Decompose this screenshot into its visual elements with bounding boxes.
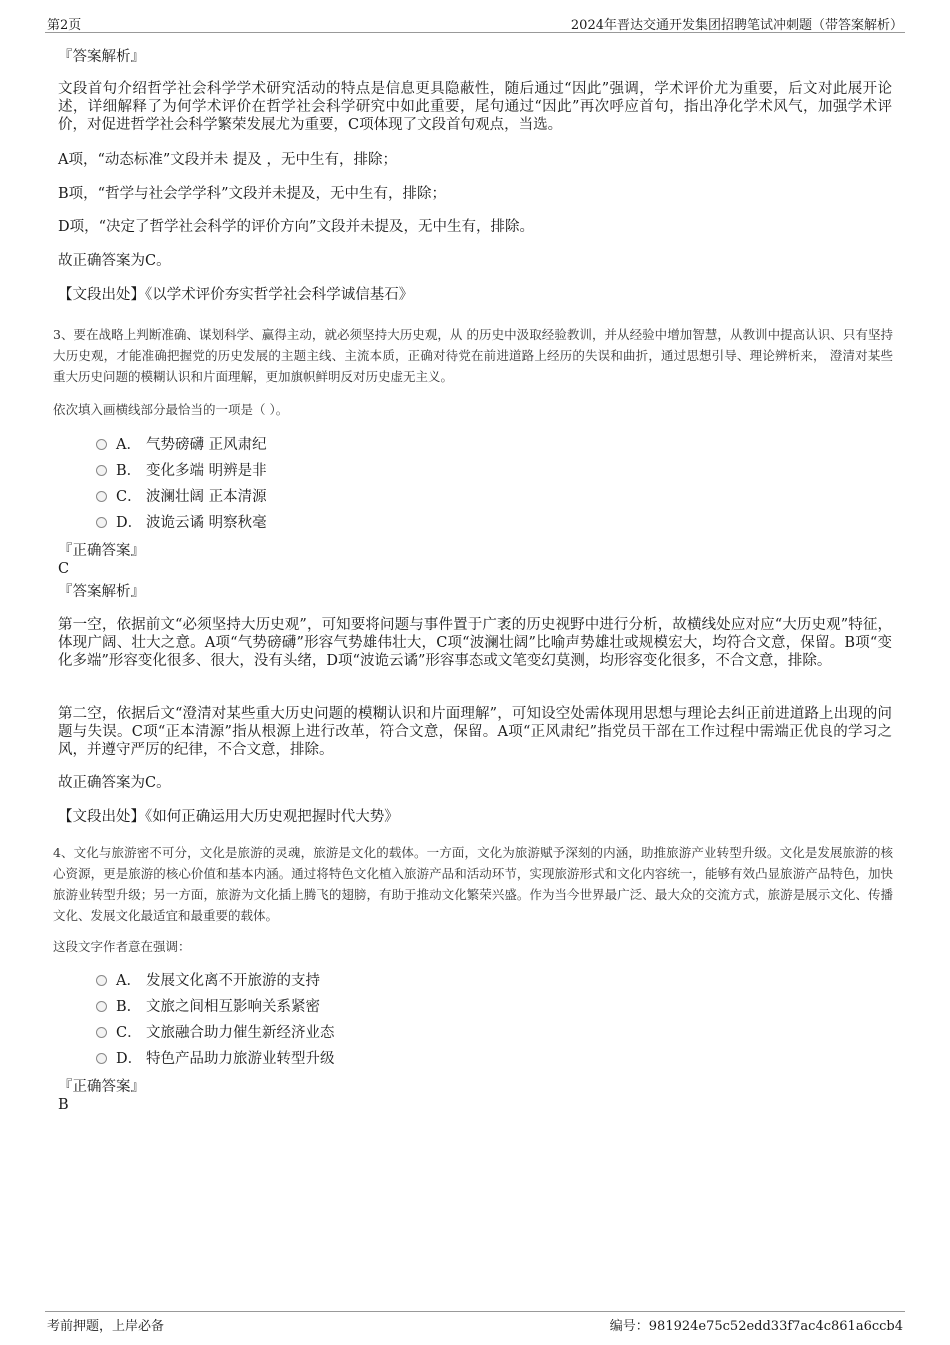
q2-conclusion: 故正确答案为C。 xyxy=(58,253,171,269)
q3-option-d[interactable] xyxy=(96,512,267,534)
q3-option-b[interactable] xyxy=(96,460,267,482)
option-text: 文旅之间相互影响关系紧密 xyxy=(146,999,320,1015)
option-text: 特色产品助力旅游业转型升级 xyxy=(146,1051,335,1067)
q4-option-b[interactable] xyxy=(96,996,320,1018)
q3-source: 【文段出处】《如何正确运用大历史观把握时代大势》 xyxy=(58,809,399,825)
q3-prompt: 依次填入画横线部分最恰当的一项是（ ）。 xyxy=(53,402,289,417)
radio-icon[interactable] xyxy=(96,439,107,450)
radio-icon[interactable] xyxy=(96,1053,107,1064)
option-key: C． xyxy=(116,1025,142,1041)
q3-analysis-label: 『答案解析』 xyxy=(58,584,145,600)
q2-option-a-analysis: A项，“动态标准”文段并未 提及 ，无中生有，排除； xyxy=(58,152,398,168)
q2-source: 【文段出处】《以学术评价夯实哲学社会科学诚信基石》 xyxy=(58,287,414,303)
q2-analysis-paragraph: 文段首句介绍哲学社会科学学术研究活动的特点是信息更具隐蔽性，随后通过“因此”强调，学术评价尤为重要，后文对此展开论述，详细解释了为何学术评价在哲学社会科学研究中如此重要，尾句通过“因此”再次呼应首句，指出净化学术风气，加强学术评价，对促进哲学社会科学繁荣发展尤为重要，C项体现了文段首句观点，当选。 xyxy=(58,81,892,133)
q4-answer-label: 『正确答案』 xyxy=(58,1079,145,1095)
document-id: 编号：981924e75c52edd33f7ac4c861a6ccb4 xyxy=(609,1319,903,1334)
radio-icon[interactable] xyxy=(96,517,107,528)
footer-slogan: 考前押题，上岸必备 xyxy=(47,1319,165,1334)
q3-analysis-paragraph-2: 第二空，依据后文“澄清对某些重大历史问题的模糊认识和片面理解”，可知设空处需体现用思想与理论去纠正前进道路上出现的问题与失误。C项“正本清源”指从根源上进行改革，符合文意，保留。A项“正风肃纪”指党员干部在工作过程中需端正优良的学习之风，并遵守严厉的纪律，不合文意，排除。 xyxy=(58,706,892,758)
radio-icon[interactable] xyxy=(96,1027,107,1038)
option-key: D． xyxy=(116,515,143,531)
option-text: 发展文化离不开旅游的支持 xyxy=(146,973,320,989)
q2-analysis-label: 『答案解析』 xyxy=(58,49,145,65)
document-title: 2024年晋达交通开发集团招聘笔试冲刺题（带答案解析） xyxy=(570,18,903,33)
q3-question-text: 3、要在战略上判断准确、谋划科学、赢得主动，就必须坚持大历史观，从 的历史中汲取经验教训，并从经验中增加智慧，从教训中提高认识、只有坚持大历史观，才能准确把握党的历史发展的主题主线、主流本质，正确对待党在前进道路上经历的失误和曲折，通过思想引导、理论辨析来， 澄清对某些重大历史问题的模糊认识和片面理解，更加旗帜鲜明反对历史虚无主义。 xyxy=(53,327,893,384)
radio-icon[interactable] xyxy=(96,465,107,476)
option-text: 波诡云谲 明察秋毫 xyxy=(146,515,267,531)
option-key: B． xyxy=(116,463,142,479)
q4-option-c[interactable] xyxy=(96,1022,335,1044)
option-text: 文旅融合助力催生新经济业态 xyxy=(146,1025,335,1041)
q3-answer: C xyxy=(58,561,70,577)
radio-icon[interactable] xyxy=(96,975,107,986)
radio-icon[interactable] xyxy=(96,1001,107,1012)
radio-icon[interactable] xyxy=(96,491,107,502)
q4-option-d[interactable] xyxy=(96,1048,335,1070)
q3-option-a[interactable] xyxy=(96,434,267,456)
q3-answer-label: 『正确答案』 xyxy=(58,543,145,559)
option-text: 波澜壮阔 正本清源 xyxy=(146,489,267,505)
option-text: 变化多端 明辨是非 xyxy=(146,463,267,479)
q4-question-text: 4、文化与旅游密不可分，文化是旅游的灵魂，旅游是文化的载体。一方面，文化为旅游赋予深刻的内涵，助推旅游产业转型升级。文化是发展旅游的核心资源，更是旅游的核心价值和基本内涵。通过将特色文化植入旅游产品和活动环节，实现旅游形式和文化内容统一，能够有效凸显旅游产品特色，加快旅游业转型升级；另一方面，旅游为文化插上腾飞的翅膀，有助于推动文化繁荣兴盛。作为当今世界最广泛、最大众的交流方式，旅游是展示文化、传播文化、发展文化最适宜和最重要的载体。 xyxy=(53,845,893,923)
q4-prompt: 这段文字作者意在强调： xyxy=(53,939,191,954)
option-key: D． xyxy=(116,1051,143,1067)
q3-analysis-paragraph-1: 第一空，依据前文“必须坚持大历史观”，可知要将问题与事件置于广袤的历史视野中进行分析，故横线处应对应“大历史观”特征，体现广阔、壮大之意。A项“气势磅礴”形容气势雄伟壮大，C项“波澜壮阔”比喻声势雄壮或规模宏大，均符合文意，保留。B项“变化多端”形容变化很多、很大，没有头绪，D项“波诡云谲”形容事态或文笔变幻莫测，均形容变化很多，不合文意，排除。 xyxy=(58,617,892,669)
page-header xyxy=(45,14,905,33)
option-key: A． xyxy=(116,973,141,989)
q2-option-b-analysis: B项，“哲学与社会学学科”文段并未提及，无中生有，排除； xyxy=(58,186,446,202)
q2-option-d-analysis: D项，“决定了哲学社会科学的评价方向”文段并未提及，无中生有，排除。 xyxy=(58,219,534,235)
option-key: B． xyxy=(116,999,142,1015)
page-footer xyxy=(45,1311,905,1336)
page-number: 第2页 xyxy=(47,18,82,33)
option-key: C． xyxy=(116,489,142,505)
q3-conclusion: 故正确答案为C。 xyxy=(58,775,171,791)
option-key: A． xyxy=(116,437,141,453)
option-text: 气势磅礴 正风肃纪 xyxy=(146,437,267,453)
q4-answer: B xyxy=(58,1097,69,1113)
q4-option-a[interactable] xyxy=(96,970,320,992)
q3-option-c[interactable] xyxy=(96,486,267,508)
